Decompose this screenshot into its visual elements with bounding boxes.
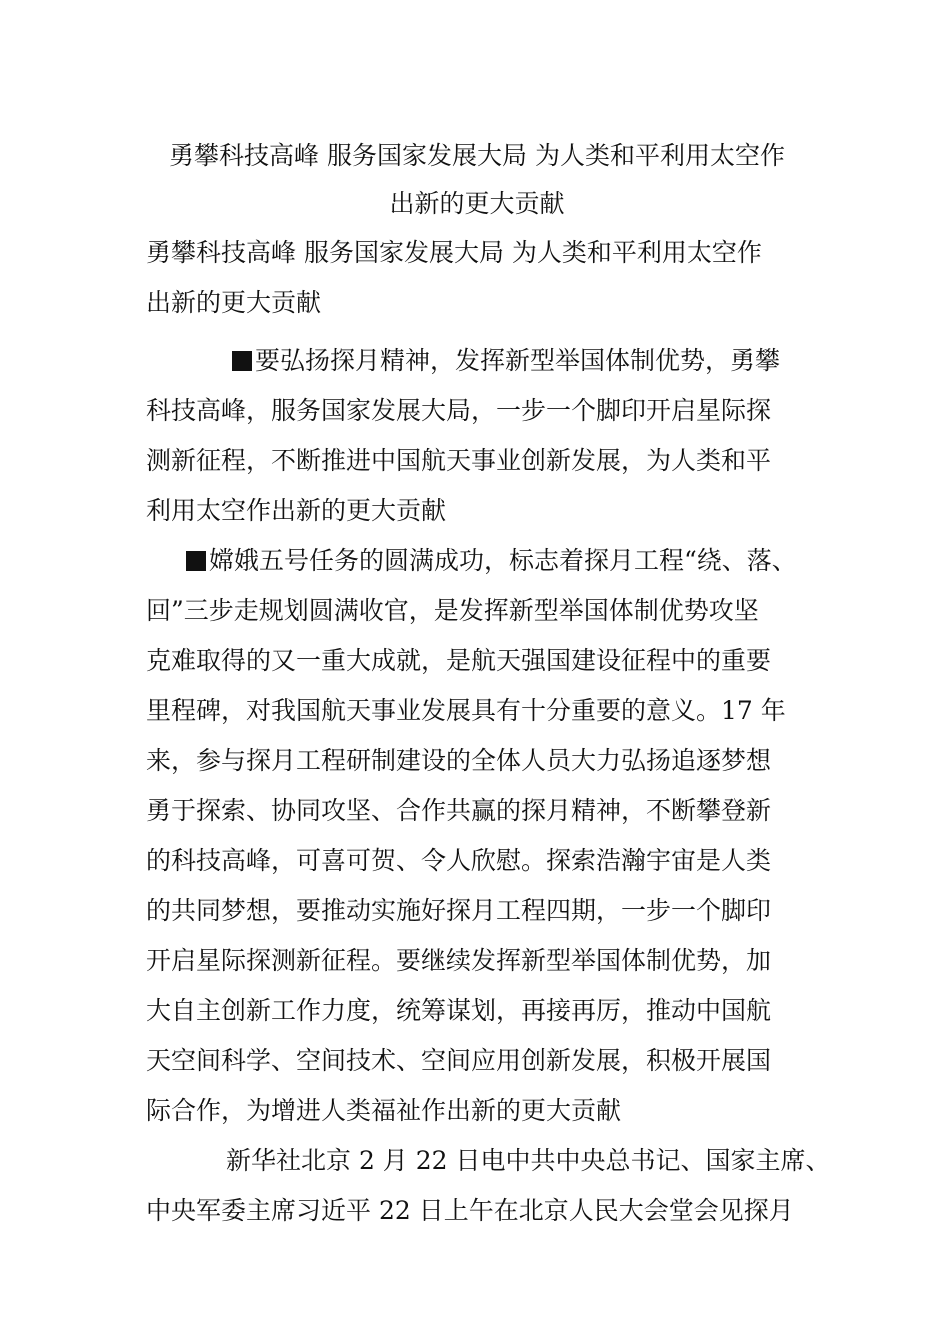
paragraph-1-line: 科技高峰，服务国家发展大局，一步一个脚印开启星际探 [146,396,772,425]
paragraph-2-line: 天空间科学、空间技术、空间应用创新发展，积极开展国 [146,1046,772,1075]
paragraph-2-line: 嫦娥五号任务的圆满成功，标志着探月工程“绕、落、 [209,546,797,575]
paragraph-3 [146,1136,831,1236]
bullet-square-icon [232,351,252,371]
paragraph-2-line: 来，参与探月工程研制建设的全体人员大力弘扬追逐梦想 [146,746,772,775]
paragraph-2 [146,536,826,1136]
paragraph-1 [146,336,826,536]
document-title [147,132,807,228]
bullet-square-icon [186,551,206,571]
paragraph-2-line: 克难取得的又一重大成就，是航天强国建设征程中的重要 [146,646,772,675]
paragraph-2-line: 开启星际探测新征程。要继续发挥新型举国体制优势，加 [146,946,772,975]
paragraph-1-line: 测新征程，不断推进中国航天事业创新发展，为人类和平 [146,446,772,475]
paragraph-2-line: 里程碑，对我国航天事业发展具有十分重要的意义。17 年 [146,696,786,725]
document-body [146,228,831,1236]
paragraph-2-line: 回”三步走规划圆满收官，是发挥新型举国体制优势攻坚 [146,596,759,625]
paragraph-3-line: 中央军委主席习近平 22 日上午在北京人民大会堂会见探月 [146,1196,794,1225]
paragraph-2-line: 大自主创新工作力度，统筹谋划，再接再厉，推动中国航 [146,996,772,1025]
paragraph-2-line: 的科技高峰，可喜可贺、令人欣慰。探索浩瀚宇宙是人类 [146,846,772,875]
paragraph-3-line: 新华社北京 2 月 22 日电中共中央总书记、国家主席、 [226,1146,831,1175]
subtitle-line-1: 勇攀科技高峰 服务国家发展大局 为人类和平利用太空作 [146,238,762,267]
subtitle-line-2: 出新的更大贡献 [146,288,322,317]
paragraph-2-line: 际合作，为增进人类福祉作出新的更大贡献 [146,1096,622,1125]
title-line-2: 出新的更大贡献 [389,189,565,218]
paragraph-2-line: 的共同梦想，要推动实施好探月工程四期，一步一个脚印 [146,896,772,925]
title-line-1: 勇攀科技高峰 服务国家发展大局 为人类和平利用太空作 [169,141,785,170]
paragraph-1-line: 利用太空作出新的更大贡献 [146,496,447,525]
paragraph-2-line: 勇于探索、协同攻坚、合作共赢的探月精神，不断攀登新 [146,796,772,825]
paragraph-1-line: 要弘扬探月精神，发挥新型举国体制优势，勇攀 [255,346,781,375]
